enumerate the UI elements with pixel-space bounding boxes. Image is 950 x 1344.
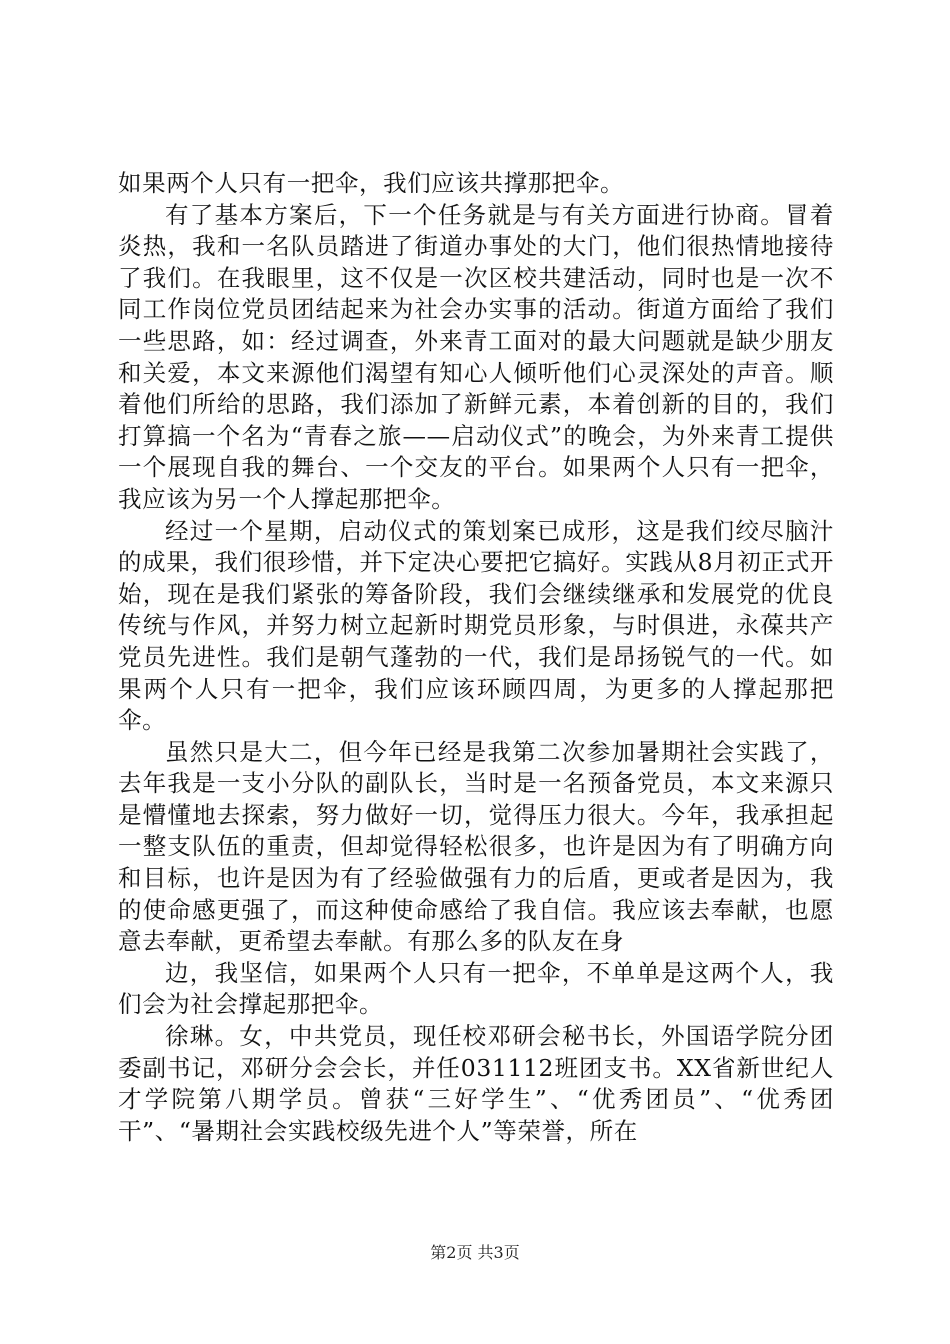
paragraph-2: 有了基本方案后，下一个任务就是与有关方面进行协商。冒着炎热，我和一名队员踏进了街道办事处的大门，他们很热情地接待了我们。在我眼里，这不仅是一次区校共建活动，同时也是一次不同工作岗位党员团结起来为社会办实事的活动。街道方面给了我们一些思路，如：经过调查，外来青工面对的最大问题就是缺少朋友和关爱，本文来源他们渴望有知心人倾听他们心灵深处的声音。顺着他们所给的思路，我们添加了新鲜元素，本着创新的目的，我们打算搞一个名为“青春之旅——启动仪式”的晚会，为外来青工提供一个展现自我的舞台、一个交友的平台。如果两个人只有一把伞，我应该为另一个人撑起那把伞。 [118, 200, 834, 513]
document-body [118, 168, 834, 1147]
page-number-footer: 第2页 共3页 [430, 1243, 520, 1262]
paragraph-5: 边，我坚信，如果两个人只有一把伞，不单单是这两个人，我们会为社会撑起那把伞。 [118, 958, 834, 1019]
paragraph-6: 徐琳。女，中共党员，现任校邓研会秘书长，外国语学院分团委副书记，邓研分会会长，并任031112班团支书。XX省新世纪人才学院第八期学员。曾获“三好学生”、“优秀团员”、“优秀团干”、“暑期社会实践校级先进个人”等荣誉，所在 [118, 1022, 834, 1145]
paragraph-3: 经过一个星期，启动仪式的策划案已成形，这是我们绞尽脑汁的成果，我们很珍惜，并下定决心要把它搞好。实践从8月初正式开始，现在是我们紧张的筹备阶段，我们会继续继承和发展党的优良传统与作风，并努力树立起新时期党员形象，与时俱进，永葆共产党员先进性。我们是朝气蓬勃的一代，我们是昂扬锐气的一代。如果两个人只有一把伞，我们应该环顾四周，为更多的人撑起那把伞。 [118, 516, 834, 735]
paragraph-4: 虽然只是大二，但今年已经是我第二次参加暑期社会实践了，去年我是一支小分队的副队长，当时是一名预备党员，本文来源只是懵懂地去探索，努力做好一切，觉得压力很大。今年，我承担起一整支队伍的重责，但却觉得轻松很多，也许是因为有了明确方向和目标，也许是因为有了经验做强有力的后盾，更或者是因为，我的使命感更强了，而这种使命感给了我自信。我应该去奉献，也愿意去奉献，更希望去奉献。有那么多的队友在身 [118, 737, 834, 956]
paragraph-1: 如果两个人只有一把伞，我们应该共撑那把伞。 [118, 169, 625, 197]
